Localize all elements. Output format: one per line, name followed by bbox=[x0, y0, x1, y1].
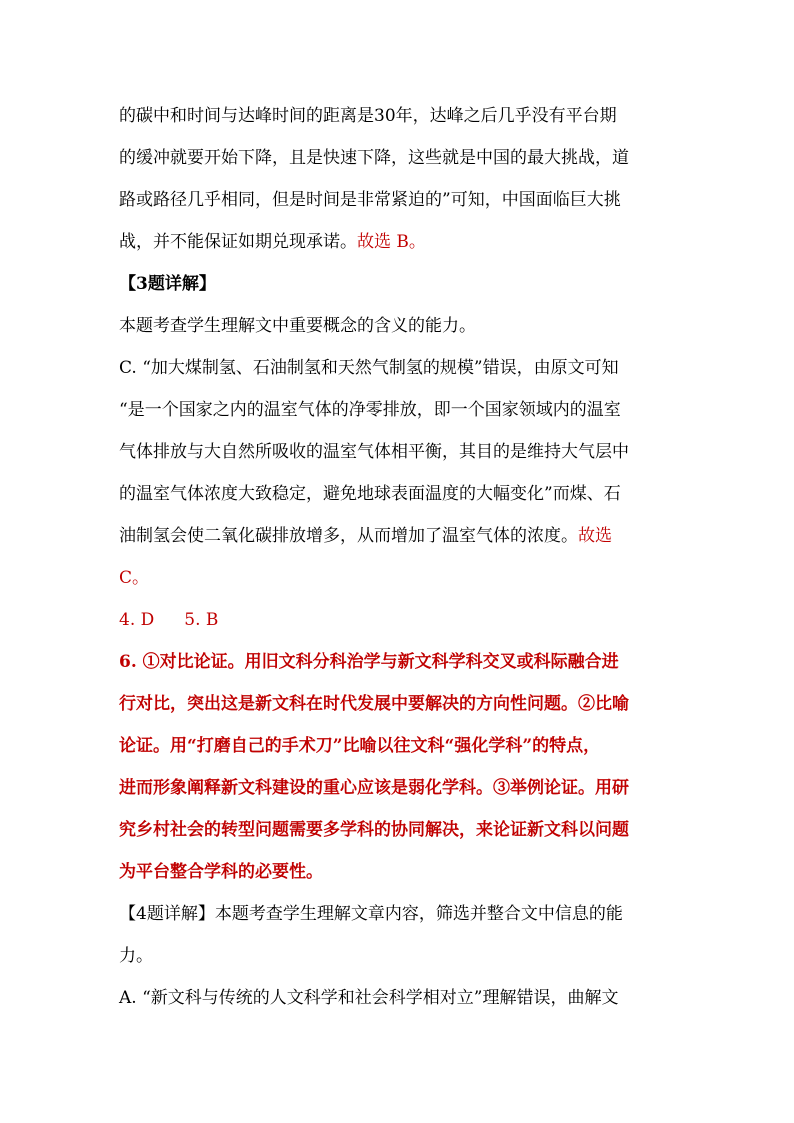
text-span: 【4题详解】本题考查学生理解文章内容，筛选并整合文中信息的能 bbox=[119, 904, 623, 924]
paragraph-line bbox=[119, 356, 679, 380]
text-span: 的温室气体浓度大致稳定，避免地球表面温度的大幅变化”而煤、石 bbox=[119, 484, 621, 504]
text-span: “是一个国家之内的温室气体的净零排放，即一个国家领域内的温室 bbox=[119, 400, 621, 420]
paragraph-line bbox=[119, 440, 679, 464]
paragraph-line bbox=[119, 188, 679, 212]
paragraph-line bbox=[119, 104, 679, 128]
paragraph-line bbox=[119, 398, 679, 422]
text-span: C. “加大煤制氢、石油制氢和天然气制氢的规模”错误，由原文可知 bbox=[119, 358, 619, 378]
answer-text: 故选 bbox=[578, 526, 612, 546]
text-span: 的碳中和时间与达峰时间的距离是30年，达峰之后几乎没有平台期 bbox=[119, 106, 617, 126]
answer-paragraph-line bbox=[119, 818, 679, 842]
answer-text: 究乡村社会的转型问题需要多学科的协同解决，来论证新文科以问题 bbox=[119, 820, 629, 840]
answer-4: 4. D bbox=[119, 610, 155, 630]
heading-text: 【3题详解】 bbox=[119, 274, 216, 294]
text-span: 路或路径几乎相同，但是时间是非常紧迫的”可知，中国面临巨大挑 bbox=[119, 190, 621, 210]
text-span: A. “新文科与传统的人文科学和社会科学相对立”理解错误，曲解文 bbox=[119, 988, 619, 1008]
text-span: 战，并不能保证如期兑现承诺。 bbox=[119, 232, 357, 252]
answer-text: 故选 B。 bbox=[357, 232, 426, 252]
text-span: 气体排放与大自然所吸收的温室气体相平衡，其目的是维持大气层中 bbox=[119, 442, 629, 462]
text-span: 的缓冲就要开始下降，且是快速下降，这些就是中国的最大挑战，道 bbox=[119, 148, 629, 168]
section-heading bbox=[119, 272, 679, 296]
answer-paragraph-line bbox=[119, 734, 679, 758]
answer-line bbox=[119, 608, 679, 632]
answer-paragraph-line bbox=[119, 650, 679, 674]
paragraph-line bbox=[119, 230, 679, 254]
answer-text: C。 bbox=[119, 568, 150, 588]
paragraph-line bbox=[119, 524, 679, 548]
paragraph-line bbox=[119, 314, 679, 338]
paragraph-line bbox=[119, 566, 679, 590]
answer-5: 5. B bbox=[184, 610, 219, 630]
answer-paragraph-line bbox=[119, 692, 679, 716]
answer-text: 为平台整合学科的必要性。 bbox=[119, 862, 323, 882]
paragraph-line bbox=[119, 482, 679, 506]
paragraph-line bbox=[119, 902, 679, 926]
answer-text: 6. ①对比论证。用旧文科分科治学与新文科学科交叉或科际融合进 bbox=[119, 652, 619, 672]
text-span: 本题考查学生理解文中重要概念的含义的能力。 bbox=[119, 316, 476, 336]
answer-paragraph-line bbox=[119, 860, 679, 884]
answer-text: 论证。用“打磨自己的手术刀”比喻以往文科“强化学科”的特点， bbox=[119, 736, 601, 756]
answer-text: 行对比，突出这是新文科在时代发展中要解决的方向性问题。②比喻 bbox=[119, 694, 629, 714]
paragraph-line bbox=[119, 986, 679, 1010]
paragraph-line bbox=[119, 944, 679, 968]
answer-paragraph-line bbox=[119, 776, 679, 800]
paragraph-line bbox=[119, 146, 679, 170]
answer-text: 进而形象阐释新文科建设的重心应该是弱化学科。③举例论证。用研 bbox=[119, 778, 629, 798]
text-span: 力。 bbox=[119, 946, 153, 966]
text-span: 油制氢会使二氧化碳排放增多，从而增加了温室气体的浓度。 bbox=[119, 526, 578, 546]
